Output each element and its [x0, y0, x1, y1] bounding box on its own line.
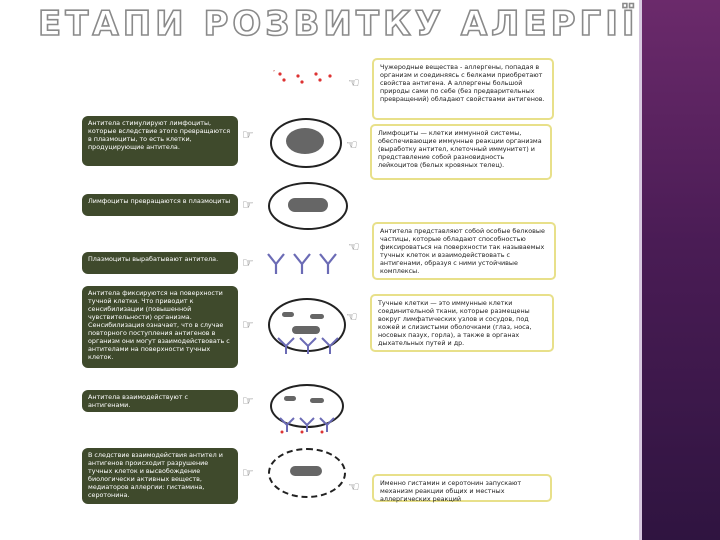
mediator-release-box: В следствие взаимодействия антител и антигенов происходит разрушение тучных клеток и высвобождение биологически активных веществ, медиаторов аллергии: гистамина, серотонина. — [82, 448, 238, 504]
histamine-description-box: Именно гистамин и серотонин запускают механизм реакции общих и местных аллергических реакций — [372, 474, 552, 502]
bound-antibody-icons — [276, 336, 356, 356]
antigen-particles — [270, 66, 340, 90]
pointing-hand-icon: ☜ — [348, 480, 360, 495]
pointing-hand-icon: ☜ — [346, 310, 358, 325]
antigen-antibody-complex-icons — [278, 416, 348, 434]
pointing-hand-icon: ☞ — [242, 256, 254, 271]
pointing-hand-icon: ☜ — [346, 138, 358, 153]
plasmocyte-cell — [268, 182, 348, 230]
plasmocyte-transformation-box: Лимфоциты превращаются в плазмоциты — [82, 194, 238, 216]
antibody-stimulation-box: Антитела стимулируют лимфоциты, которые вследствие этого превращаются в плазмоциты, то есть клетки, продуцирующие антитела. — [82, 116, 238, 166]
antibody-description-box: Антитела представляют собой особые белковые частицы, которые обладают способностью фиксироваться на поверхности так называемых тучных клеток и взаимодействовать с антигенами, образуя с ними устойчивые комплексы. — [372, 222, 556, 280]
cell-nucleus — [286, 128, 324, 154]
sidebar-divider — [639, 0, 642, 540]
decorative-sidebar — [642, 0, 720, 540]
pointing-hand-icon: ☞ — [242, 128, 254, 143]
lymphocyte-description-box: Лимфоциты — клетки иммунной системы, обеспечивающие иммунные реакции организма (выработку антител, клеточный иммунитет) и представление собой разновидность лейкоцитов (белых кровяных телец). — [370, 124, 552, 180]
allergen-description-box: Чужеродные вещества - аллергены, попадая в организм и соединяясь с белками приобретают свойства антигена. А аллергены большой природы сами по себе (без предварительных превращений) обладают свойствами антигенов. — [372, 58, 554, 120]
antibody-icons — [264, 252, 344, 276]
page-title: ЕТАПИ РОЗВИТКУ АЛЕРГІЇ — [38, 4, 639, 44]
pointing-hand-icon: ☞ — [242, 394, 254, 409]
pointing-hand-icon: ☞ — [242, 318, 254, 333]
pointing-hand-icon: ☜ — [348, 240, 360, 255]
pointing-hand-icon: ☞ — [242, 466, 254, 481]
pointing-hand-icon: ☜ — [348, 76, 360, 91]
degranulated-mast-cell — [268, 448, 346, 498]
mast-cell-description-box: Тучные клетки — это иммунные клетки соединительной ткани, которые размещены вокруг лимфатических узлов и сосудов, под кожей и слизистыми оболочками (глаз, носа, носовых пазух, горла), а также в органах дыхательных путей и др. — [370, 294, 554, 352]
svg-text:᾿: ᾿ — [272, 69, 276, 78]
lymphocyte-cell — [270, 118, 342, 168]
pointing-hand-icon: ☞ — [242, 198, 254, 213]
antibody-antigen-interaction-box: Антитела взаимодействуют с антигенами. — [82, 390, 238, 412]
antibody-production-box: Плазмоциты вырабатывают антитела. — [82, 252, 238, 274]
cell-nucleus — [288, 198, 328, 212]
antibody-fixation-box: Антитела фиксируются на поверхности тучной клетки. Что приводит к сенсибилизации (повышенной чувствительности) организма. Сенсибилизация означает, что в случае повторного поступления антигенов в организм они могут взаимодействовать с антителами на поверхности тучных клеток. — [82, 286, 238, 368]
